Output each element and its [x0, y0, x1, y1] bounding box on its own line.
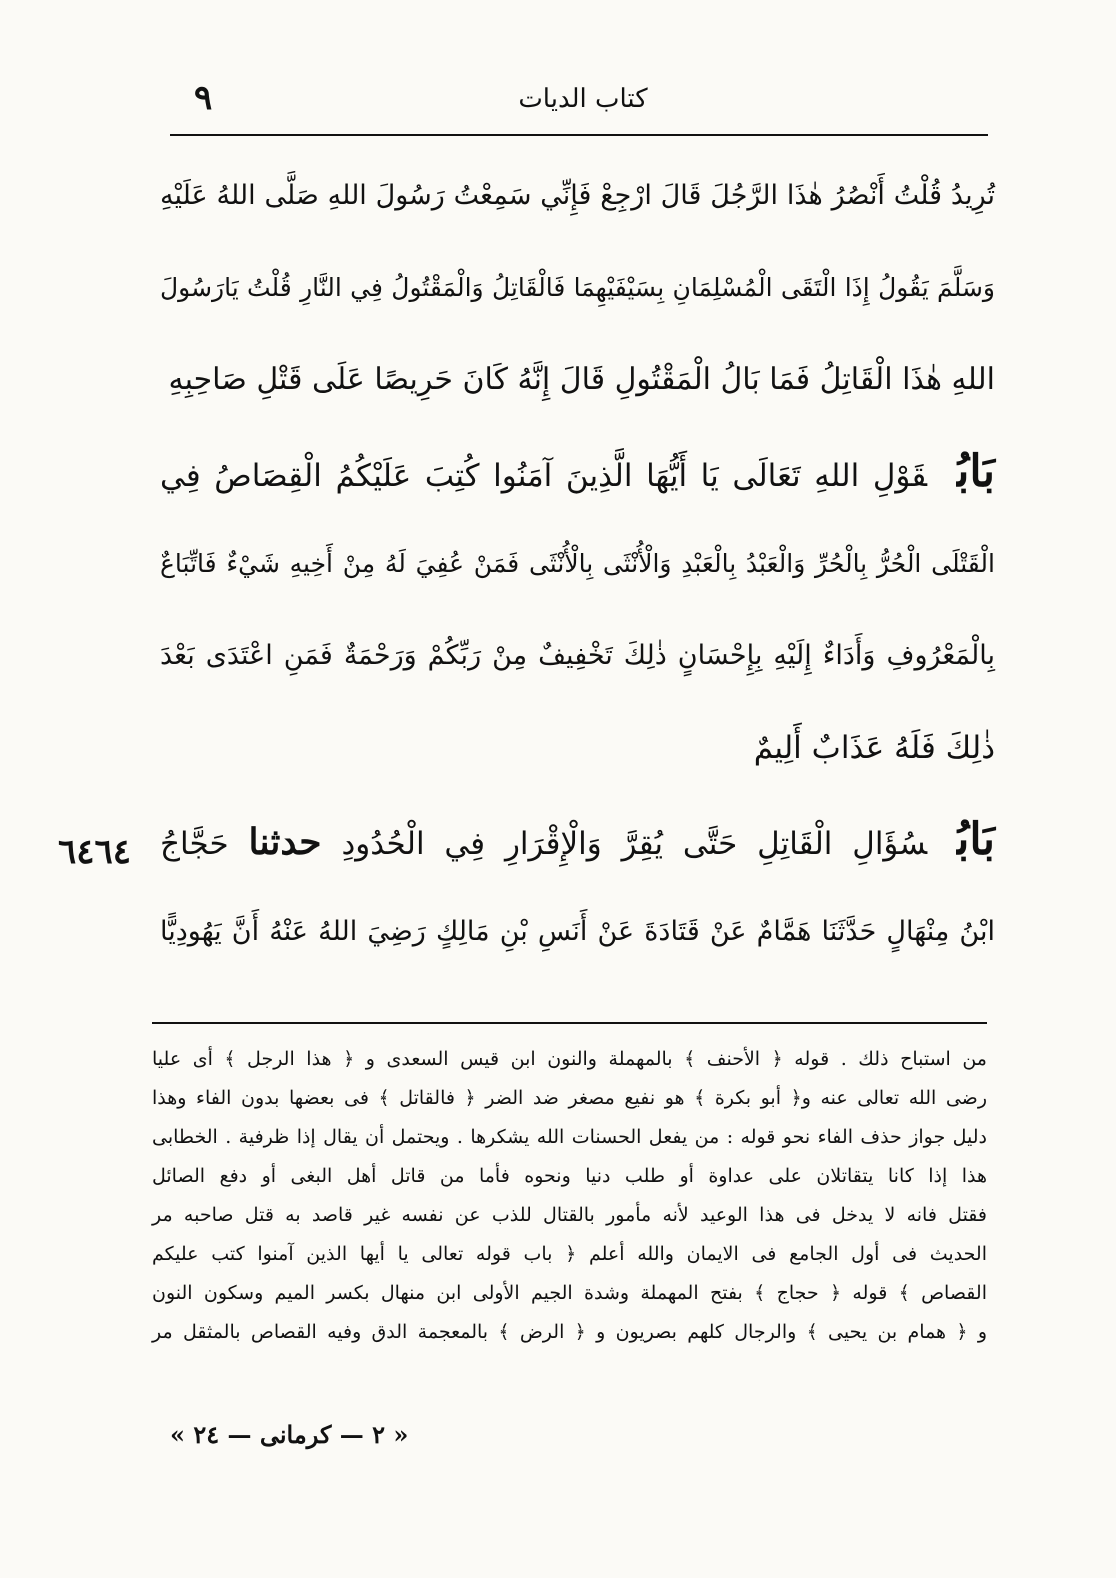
bab-heading-line	[160, 794, 995, 886]
page-number: ٩	[194, 78, 213, 118]
narrator: حَجَّاجُ	[160, 826, 229, 862]
main-line: بِالْمَعْرُوفِ وَأَدَاءٌ إِلَيْهِ بِإِحْسَانٍ ذٰلِكَ تَخْفِيفٌ مِنْ رَبِّكُمْ وَرَحْمَةٌ فَمَنِ اعْتَدَى بَعْدَ	[160, 640, 995, 671]
main-line: وَسَلَّمَ يَقُولُ إِذَا الْتَقَى الْمُسْلِمَانِ بِسَيْفَيْهِمَا فَالْقَاتِلُ وَالْمَقْتُولُ فِي النَّارِ قُلْتُ يَارَسُولَ	[160, 273, 995, 302]
bab-title: قَوْلِ اللهِ تَعَالَى يَا أَيُّهَا الَّذِينَ آمَنُوا كُتِبَ عَلَيْكُمُ الْقِصَاصُ فِي	[160, 458, 928, 494]
header-rule	[170, 134, 988, 136]
main-line: تُرِيدُ قُلْتُ أَنْصُرُ هٰذَا الرَّجُلَ قَالَ ارْجِعْ فَإِنِّي سَمِعْتُ رَسُولَ اللهِ صَلَّى اللهُ عَلَيْهِ	[160, 180, 995, 211]
commentary-line: رضى الله تعالى عنه و﴿ أبو بكرة ﴾ هو نفيع مصغر ضد الضر ﴿ فالقاتل ﴾ فى بعضها بدون الفاء وهذا	[152, 1087, 987, 1109]
bab-title: سُؤَالِ الْقَاتِلِ حَتَّى يُقِرَّ وَالْإِقْرَارِ فِي الْحُدُودِ	[341, 826, 928, 862]
bab-heading: بَابُ	[957, 814, 996, 865]
commentary-line: من استباح ذلك . قوله ﴿ الأحنف ﴾ بالمهملة والنون ابن قيس السعدى و ﴿ هذا الرجل ﴾ أى عليا	[152, 1048, 987, 1070]
commentary-line: الحديث فى أول الجامع فى الايمان والله أعلم ﴿ باب قوله تعالى يا أيها الذين آمنوا كتب عليكم	[152, 1243, 987, 1265]
main-line: ذٰلِكَ فَلَهُ عَذَابٌ أَلِيمٌ	[753, 730, 995, 766]
bab-heading-line	[160, 426, 995, 518]
commentary	[152, 1040, 987, 1352]
commentary-rule	[152, 1022, 987, 1024]
running-title: كتاب الديات	[518, 84, 648, 114]
commentary-line: هذا إذا كانا يتقاتلان على عداوة أو طلب دنيا ونحوه فأما من قاتل أهل البغى أو دفع الصائل	[152, 1165, 987, 1187]
page-header	[170, 78, 996, 128]
main-text	[160, 150, 995, 978]
main-line: الْقَتْلَى الْحُرُّ بِالْحُرِّ وَالْعَبْدُ بِالْعَبْدِ وَالْأُنْثَى بِالْأُنْثَى فَمَنْ عُفِيَ لَهُ مِنْ أَخِيهِ شَيْءٌ فَاتِّبَاعٌ	[160, 549, 995, 578]
hadith-number: ٦٤٦٤	[58, 832, 132, 872]
commentary-line: القصاص ﴾ قوله ﴿ حجاج ﴾ بفتح المهملة وشدة الجيم الأولى ابن منهال بكسر الميم وسكون النون	[152, 1282, 987, 1304]
main-line: ابْنُ مِنْهَالٍ حَدَّثَنَا هَمَّامٌ عَنْ قَتَادَةَ عَنْ أَنَسِ بْنِ مَالِكٍ رَضِيَ اللهُ عَنْهُ أَنَّ يَهُودِيًّا	[160, 916, 995, 947]
commentary-line: فقتل فانه لا يدخل فى هذا الوعيد لأنه مأمور بالقتال للذب عن نفسه غير قاصد به قتل صاحبه مر	[152, 1204, 987, 1226]
commentary-line: دليل جواز حذف الفاء نحو قوله : من يفعل الحسنات الله يشكرها . ويحتمل أن يقال إذا ظرفية . الخطابى	[152, 1126, 987, 1148]
commentary-line: و ﴿ همام بن يحيى ﴾ والرجال كلهم بصريون و ﴿ الرض ﴾ بالمعجمة الدق وفيه القصاص بالمثقل مر	[152, 1321, 987, 1343]
printer-signature: « ٢ — كرمانى — ٢٤ »	[170, 1420, 409, 1449]
main-line: اللهِ هٰذَا الْقَاتِلُ فَمَا بَالُ الْمَقْتُولِ قَالَ إِنَّهُ كَانَ حَرِيصًا عَلَى قَتْلِ صَاحِبِهِ	[168, 362, 995, 397]
bab-heading: بَابُ	[957, 446, 995, 497]
haddathana-word: حدثنا	[248, 821, 322, 863]
